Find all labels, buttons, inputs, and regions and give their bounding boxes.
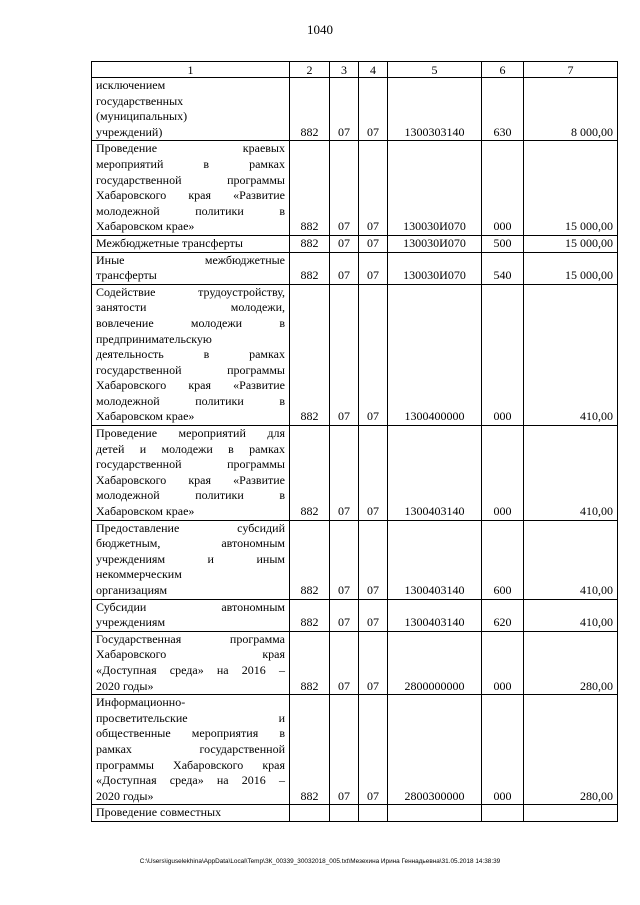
row-code-rz: 07 xyxy=(330,599,359,631)
description-line: Хабаровского края xyxy=(96,647,285,662)
description-line: Содействие трудоустройству, xyxy=(96,284,285,299)
row-code-csr: 130030И070 xyxy=(388,141,482,236)
description-line: программы Хабаровского края xyxy=(96,757,285,772)
table-row xyxy=(92,805,618,822)
description-line: вовлечение молодежи в xyxy=(96,315,285,330)
description-line: Хабаровского края «Развитие xyxy=(96,472,285,487)
description-line: исключением xyxy=(96,78,166,92)
row-code-rz: 07 xyxy=(330,695,359,805)
row-code-vr: 000 xyxy=(482,426,524,521)
description-line: учреждениям xyxy=(96,615,166,630)
row-code-csr: 2800000000 xyxy=(388,631,482,694)
row-code-rz xyxy=(330,805,359,822)
table-row xyxy=(92,520,618,599)
description-line: Хабаровском крае» xyxy=(96,219,195,234)
description-line: Межбюджетные трансферты xyxy=(96,235,243,250)
row-code-rz: 07 xyxy=(330,141,359,236)
row-code-pr: 07 xyxy=(359,695,388,805)
description-line: Хабаровском крае» xyxy=(96,504,195,519)
description-line: некоммерческим xyxy=(96,567,182,582)
row-code-csr: 1300403140 xyxy=(388,520,482,599)
row-code-pr: 07 xyxy=(359,78,388,141)
row-code-vr: 630 xyxy=(482,78,524,141)
table-body xyxy=(92,62,618,822)
row-amount: 410,00 xyxy=(524,284,618,425)
row-code-rz: 07 xyxy=(330,78,359,141)
table-row xyxy=(92,284,618,425)
row-code-csr: 1300403140 xyxy=(388,599,482,631)
table-row xyxy=(92,695,618,805)
row-code-rz: 07 xyxy=(330,284,359,425)
row-code-pr: 07 xyxy=(359,235,388,252)
row-code-rz: 07 xyxy=(330,252,359,284)
row-code-gr: 882 xyxy=(290,599,330,631)
description-line: учреждениям и иным xyxy=(96,551,285,566)
header-cell-4: 4 xyxy=(359,62,388,78)
row-code-gr xyxy=(290,805,330,822)
row-code-pr: 07 xyxy=(359,631,388,694)
description-line: 2020 годы» xyxy=(96,678,154,693)
table-row xyxy=(92,78,618,141)
row-code-vr: 000 xyxy=(482,141,524,236)
description-line: мероприятий в рамках xyxy=(96,156,285,171)
budget-table xyxy=(91,61,618,822)
description-line: детей и молодежи в рамках xyxy=(96,441,285,456)
description-line: трансферты xyxy=(96,268,157,283)
description-line: государственных xyxy=(96,93,184,108)
row-code-vr: 500 xyxy=(482,235,524,252)
description-line: государственной программы xyxy=(96,172,285,187)
description-line: занятости молодежи, xyxy=(96,300,285,315)
header-cell-3: 3 xyxy=(330,62,359,78)
description-line: Иные межбюджетные xyxy=(96,252,285,267)
description-line: государственной программы xyxy=(96,362,285,377)
row-code-gr: 882 xyxy=(290,695,330,805)
row-amount: 410,00 xyxy=(524,426,618,521)
row-code-csr: 1300400000 xyxy=(388,284,482,425)
row-code-csr: 130030И070 xyxy=(388,235,482,252)
row-code-gr: 882 xyxy=(290,235,330,252)
row-description xyxy=(92,252,290,284)
row-code-vr: 000 xyxy=(482,631,524,694)
row-code-vr: 000 xyxy=(482,695,524,805)
row-amount: 410,00 xyxy=(524,520,618,599)
row-amount: 410,00 xyxy=(524,599,618,631)
description-line: государственной программы xyxy=(96,457,285,472)
description-line: Хабаровского края «Развитие xyxy=(96,188,285,203)
description-line: Проведение краевых xyxy=(96,141,285,156)
row-code-gr: 882 xyxy=(290,426,330,521)
description-line: 2020 годы» xyxy=(96,788,154,803)
row-description xyxy=(92,599,290,631)
row-amount xyxy=(524,805,618,822)
row-description xyxy=(92,141,290,236)
row-code-gr: 882 xyxy=(290,284,330,425)
description-line: молодежной политики в xyxy=(96,488,285,503)
row-code-pr: 07 xyxy=(359,520,388,599)
table-row xyxy=(92,599,618,631)
description-line: Субсидии автономным xyxy=(96,599,285,614)
table-row xyxy=(92,235,618,252)
row-amount: 280,00 xyxy=(524,695,618,805)
file-path-footer: C:\Users\iguselekhina\AppData\Local\Temp\ЗК_00339_30032018_005.txt\Мезехина Ирина Геннадьевна\31.05.2018 14:38:39 xyxy=(139,858,501,865)
description-line: предпринимательскую xyxy=(96,331,212,346)
description-line: Предоставление субсидий xyxy=(96,520,285,535)
description-line: Хабаровском крае» xyxy=(96,409,195,424)
row-amount: 15 000,00 xyxy=(524,252,618,284)
row-code-csr: 1300403140 xyxy=(388,426,482,521)
row-code-vr xyxy=(482,805,524,822)
row-code-gr: 882 xyxy=(290,252,330,284)
row-code-csr: 130030И070 xyxy=(388,252,482,284)
header-cell-1: 1 xyxy=(92,62,290,78)
description-line: просветительские и xyxy=(96,710,285,725)
description-line: молодежной политики в xyxy=(96,203,285,218)
table-row xyxy=(92,141,618,236)
row-description xyxy=(92,426,290,521)
row-code-rz: 07 xyxy=(330,520,359,599)
header-cell-6: 6 xyxy=(482,62,524,78)
row-amount: 280,00 xyxy=(524,631,618,694)
row-code-csr xyxy=(388,805,482,822)
description-line: общественные мероприятия в xyxy=(96,726,285,741)
header-cell-7: 7 xyxy=(524,62,618,78)
row-code-rz: 07 xyxy=(330,631,359,694)
description-line: Проведение совместных xyxy=(96,805,222,820)
row-description xyxy=(92,78,290,141)
table-row xyxy=(92,252,618,284)
row-code-gr: 882 xyxy=(290,141,330,236)
row-amount: 8 000,00 xyxy=(524,78,618,141)
header-cell-2: 2 xyxy=(290,62,330,78)
description-line: организациям xyxy=(96,583,168,597)
description-line: Информационно- xyxy=(96,695,186,710)
row-code-csr: 1300303140 xyxy=(388,78,482,141)
row-code-vr: 540 xyxy=(482,252,524,284)
row-code-pr: 07 xyxy=(359,252,388,284)
row-amount: 15 000,00 xyxy=(524,235,618,252)
row-code-rz: 07 xyxy=(330,426,359,521)
row-description xyxy=(92,235,290,252)
row-description xyxy=(92,631,290,694)
description-line: «Доступная среда» на 2016 – xyxy=(96,662,285,677)
row-code-rz: 07 xyxy=(330,235,359,252)
row-code-vr: 600 xyxy=(482,520,524,599)
row-description xyxy=(92,284,290,425)
description-line: бюджетным, автономным xyxy=(96,536,285,551)
row-code-vr: 620 xyxy=(482,599,524,631)
row-amount: 15 000,00 xyxy=(524,141,618,236)
row-code-gr: 882 xyxy=(290,631,330,694)
description-line: молодежной политики в xyxy=(96,393,285,408)
row-code-vr: 000 xyxy=(482,284,524,425)
description-line: учреждений) xyxy=(96,124,163,139)
row-code-gr: 882 xyxy=(290,78,330,141)
row-code-pr: 07 xyxy=(359,284,388,425)
description-line: (муниципальных) xyxy=(96,109,188,124)
description-line: Проведение мероприятий для xyxy=(96,426,285,441)
row-description xyxy=(92,805,290,822)
description-line: «Доступная среда» на 2016 – xyxy=(96,773,285,788)
row-code-pr xyxy=(359,805,388,822)
description-line: деятельность в рамках xyxy=(96,347,285,362)
table-row xyxy=(92,426,618,521)
column-number-header-row xyxy=(92,62,618,78)
row-description xyxy=(92,695,290,805)
row-code-pr: 07 xyxy=(359,426,388,521)
table-row xyxy=(92,631,618,694)
header-cell-5: 5 xyxy=(388,62,482,78)
description-line: Государственная программа xyxy=(96,631,285,646)
row-code-pr: 07 xyxy=(359,141,388,236)
page-number: 1040 xyxy=(307,22,333,37)
row-code-gr: 882 xyxy=(290,520,330,599)
description-line: рамках государственной xyxy=(96,741,285,756)
row-code-pr: 07 xyxy=(359,599,388,631)
row-code-csr: 2800300000 xyxy=(388,695,482,805)
description-line: Хабаровского края «Развитие xyxy=(96,378,285,393)
row-description xyxy=(92,520,290,599)
